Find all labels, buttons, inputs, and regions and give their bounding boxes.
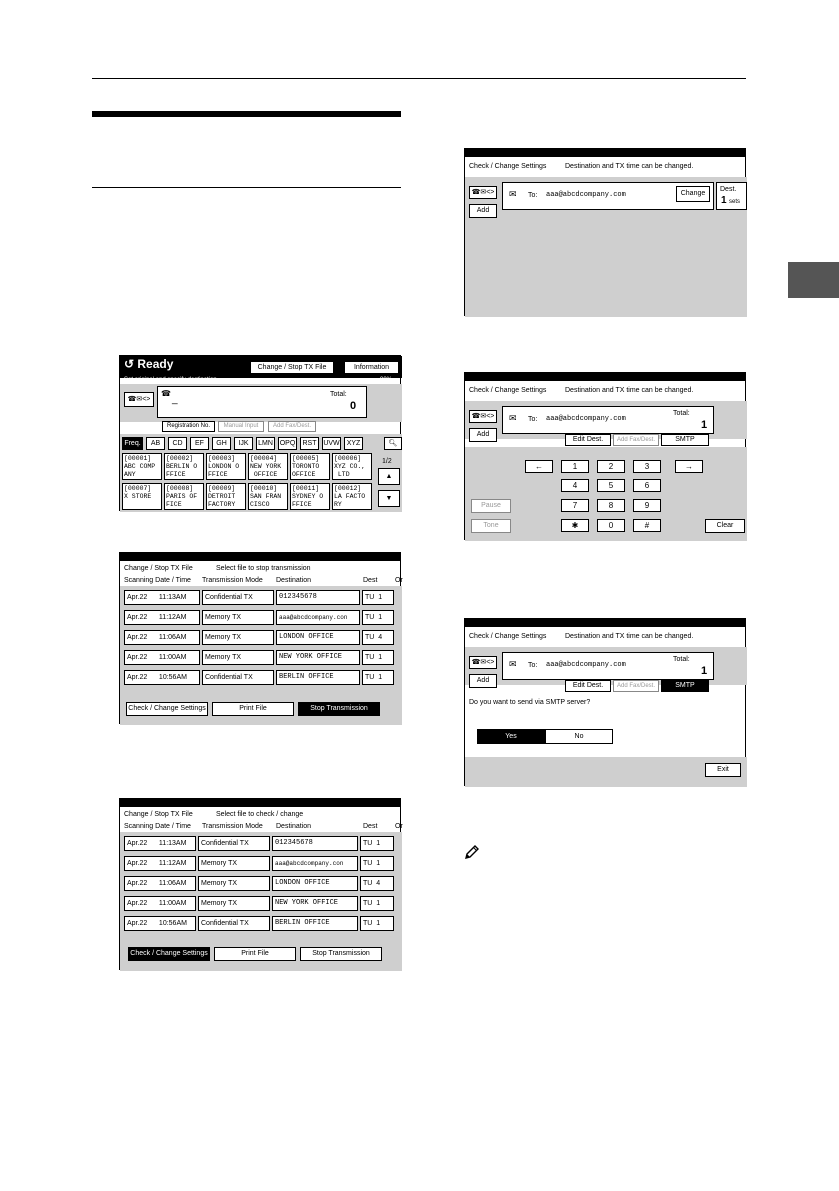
destination-cell: NEW YORK OFFICE [272,896,358,911]
section-title-underline [92,187,401,188]
quick-key[interactable]: [00008] PARIS OF FICE [164,483,204,510]
add-fax-button[interactable]: Add Fax/Dest. [268,421,316,432]
to-label: To: [528,662,538,669]
total-label: Total: [673,410,690,417]
search-button[interactable] [384,437,402,450]
quick-key[interactable]: [00005] TORONTO OFFICE [290,453,330,480]
dest-cell: TU 4 [360,876,394,891]
destination-type-button[interactable]: ☎✉<> [469,186,497,199]
page-indicator: 1/2 [382,458,392,465]
email-icon: ✉ [509,189,517,199]
edit-destination-screen [464,372,746,540]
screen-title: Check / Change Settings [469,387,547,394]
stop-transmission-button[interactable]: Stop Transmission [300,947,382,961]
edit-dest-button[interactable]: Edit Dest. [565,680,611,692]
to-label: To: [528,192,538,199]
date-cell: Apr.22 11:13AM [124,836,196,851]
keypad-5[interactable]: 5 [597,479,625,492]
number-cursor: _ [172,394,178,405]
destination-email: aaa@abcdcompany.com [546,415,626,423]
information-button[interactable]: Information [344,361,399,374]
destination-email: aaa@abcdcompany.com [546,661,626,669]
quick-key[interactable]: [00007] X STORE [122,483,162,510]
screen-title: Change / Stop TX File [124,565,193,572]
change-stop-tx-file-button[interactable]: Change / Stop TX File [250,361,334,374]
mode-cell: Memory TX [198,876,270,891]
screen-instruction: Destination and TX time can be changed. [565,633,694,640]
tone-button[interactable]: Tone [471,519,511,533]
dest-count-field [716,182,747,210]
total-field [669,652,714,680]
date-cell: Apr.22 10:56AM [124,916,196,931]
quick-key[interactable]: [00011] SYDNEY O FFICE [290,483,330,510]
check-change-settings-button[interactable]: Check / Change Settings [128,947,210,961]
quick-key[interactable]: [00001] ABC COMP ANY [122,453,162,480]
tab-ab[interactable]: AB [146,437,165,450]
tab-uvw[interactable]: UVW [322,437,341,450]
column-header: Dest [363,823,378,830]
keypad-2[interactable]: 2 [597,460,625,473]
screen-instruction: Destination and TX time can be changed. [565,387,694,394]
chapter-tab [788,262,839,298]
column-header: Scanning Date / Time [124,577,191,584]
triangle-down-icon: ▼ [385,495,393,502]
check-change-settings-screen [464,148,746,316]
keypad-9[interactable]: 9 [633,499,661,512]
table-row[interactable] [124,856,396,871]
tab-opq[interactable]: OPQ [278,437,297,450]
tab-freq[interactable]: Freq. [122,437,143,450]
mode-cell: Memory TX [198,856,270,871]
quick-key[interactable]: [00012] LA FACTO RY [332,483,372,510]
ready-status: ↺ Ready [124,357,174,371]
table-row[interactable] [124,896,396,911]
screen-header [120,553,400,561]
table-row[interactable] [124,836,396,851]
add-button[interactable]: Add [469,204,497,218]
smtp-button[interactable]: SMTP [661,434,709,446]
date-cell: Apr.22 11:06AM [124,630,200,645]
screen-title: Check / Change Settings [469,163,547,170]
yes-button[interactable]: Yes [477,729,545,744]
keypad-4[interactable]: 4 [561,479,589,492]
date-cell: Apr.22 11:12AM [124,856,196,871]
manual-input-button[interactable]: Manual Input [218,421,264,432]
keypad-3[interactable]: 3 [633,460,661,473]
column-header: Or [395,577,403,584]
quick-key[interactable]: [00004] NEW YORK OFFICE [248,453,288,480]
table-row[interactable] [124,876,396,891]
mode-cell: Memory TX [202,630,274,645]
quick-key[interactable]: [00002] BERLIN O FFICE [164,453,204,480]
destination-cell: BERLIN OFFICE [276,670,360,685]
mode-cell: Confidential TX [198,836,270,851]
column-header: Transmission Mode [202,577,263,584]
search-icon: 🔍︎ [388,440,398,447]
destination-cell: BERLIN OFFICE [272,916,358,931]
table-row[interactable] [124,630,396,645]
column-header: Dest [363,577,378,584]
tab-rst[interactable]: RST [300,437,319,450]
date-cell: Apr.22 11:12AM [124,610,200,625]
destination-email: aaa@abcdcompany.com [546,191,626,199]
mode-cell: Memory TX [202,610,274,625]
dest-suffix: sets [729,199,741,205]
destination-cell: NEW YORK OFFICE [276,650,360,665]
screen-instruction: Select file to check / change [216,811,304,818]
screen-title: Change / Stop TX File [124,811,193,818]
refresh-icon: ↺ [124,357,138,371]
email-icon: ✉ [509,659,517,669]
screen-header [465,619,745,627]
to-label: To: [528,416,538,423]
check-change-settings-button[interactable]: Check / Change Settings [126,702,208,716]
table-row[interactable] [124,670,396,685]
dest-cell: TU 4 [362,630,394,645]
registration-no-button[interactable]: Registration No. [162,421,215,432]
clear-button[interactable]: Clear [705,519,745,533]
cursor-right-button[interactable]: → [675,460,703,473]
dest-cell: TU 1 [360,916,394,931]
date-cell: Apr.22 11:06AM [124,876,196,891]
dest-cell: TU 1 [360,856,394,871]
date-cell: Apr.22 10:56AM [124,670,200,685]
total-value: 0 [350,400,357,412]
destination-cell: LONDON OFFICE [276,630,360,645]
quick-key[interactable]: [00010] SAN FRAN CISCO [248,483,288,510]
dest-label: Dest. [720,186,737,193]
total-label: Total: [673,656,690,663]
cursor-left-button[interactable]: ← [525,460,553,473]
tab-lmn[interactable]: LMN [256,437,275,450]
edit-dest-button[interactable]: Edit Dest. [565,434,611,446]
destination-cell: 012345678 [276,590,360,605]
keypad-8[interactable]: 8 [597,499,625,512]
column-header: Transmission Mode [202,823,263,830]
tab-xyz[interactable]: XYZ [344,437,363,450]
column-header: Or [395,823,403,830]
screen-header [120,799,400,807]
note-pencil-icon [463,843,481,861]
column-header: Scanning Date / Time [124,823,191,830]
quick-key[interactable]: [00006] XYZ CO., LTD [332,453,372,480]
dest-cell: TU 1 [360,896,394,911]
screen-instruction: Destination and TX time can be changed. [565,163,694,170]
keypad-star[interactable]: ✱ [561,519,589,532]
no-button[interactable]: No [545,729,613,744]
destination-type-button[interactable]: ☎✉<> [469,656,497,669]
change-button[interactable]: Change [676,186,710,202]
keypad-0[interactable]: 0 [597,519,625,532]
add-button[interactable]: Add [469,674,497,688]
stop-transmission-button[interactable]: Stop Transmission [298,702,380,716]
destination-cell: aaa@abcdcompany.con [276,610,360,625]
column-header: Destination [276,577,312,584]
memory-indicator: 99% [380,377,393,383]
mode-cell: Confidential TX [202,670,274,685]
print-file-button[interactable]: Print File [214,947,296,961]
quick-key[interactable]: [00003] LONDON O FFICE [206,453,246,480]
dest-cell: TU 1 [362,650,394,665]
ready-screen [119,355,401,511]
dest-cell: TU 1 [362,670,394,685]
mode-cell: Confidential TX [198,916,270,931]
index-tab-row [122,437,382,450]
destination-cell: LONDON OFFICE [272,876,358,891]
tab-ijk[interactable]: IJK [234,437,253,450]
print-file-button[interactable]: Print File [212,702,294,716]
page-header-rule [92,78,746,79]
table-row[interactable] [124,916,396,931]
column-header: Destination [276,823,312,830]
section-title-bar [92,111,401,117]
add-fax-button[interactable]: Add Fax/Dest. [613,434,659,446]
tab-gh[interactable]: GH [212,437,231,450]
instruction-text: Set original and specify destination [124,377,217,383]
tab-cd[interactable]: CD [168,437,187,450]
destination-cell: aaa@abcdcompany.con [272,856,358,871]
add-fax-button[interactable]: Add Fax/Dest. [613,680,659,692]
destination-type-button[interactable]: ☎✉<> [124,392,154,407]
scroll-down-button[interactable] [378,490,400,507]
stop-tx-file-screen [119,552,401,724]
number-entry-field[interactable] [157,386,367,418]
add-button[interactable]: Add [469,428,497,442]
dest-cell: TU 1 [362,610,394,625]
screen-instruction: Select file to stop transmission [216,565,311,572]
date-cell: Apr.22 11:00AM [124,650,200,665]
screen-title: Check / Change Settings [469,633,547,640]
smtp-question: Do you want to send via SMTP server? [469,699,591,706]
pause-button[interactable]: Pause [471,499,511,513]
screen-header [465,149,745,157]
total-field [669,406,714,434]
check-change-tx-file-screen [119,798,401,970]
tab-ef[interactable]: EF [190,437,209,450]
mode-cell: Memory TX [198,896,270,911]
quick-key[interactable]: [00009] DETROIT FACTORY [206,483,246,510]
scroll-up-button[interactable] [378,468,400,485]
table-row[interactable] [124,590,396,605]
date-cell: Apr.22 11:13AM [124,590,200,605]
destination-type-button[interactable]: ☎✉<> [469,410,497,423]
keypad-7[interactable]: 7 [561,499,589,512]
phone-icon: ☎ [161,389,171,398]
table-row[interactable] [124,650,396,665]
total-value: 1 [701,665,708,677]
smtp-button[interactable]: SMTP [661,680,709,692]
dest-cell: TU 1 [362,590,394,605]
keypad-1[interactable]: 1 [561,460,589,473]
exit-button[interactable]: Exit [705,763,741,777]
keypad-hash[interactable]: # [633,519,661,532]
email-icon: ✉ [509,413,517,423]
mode-cell: Confidential TX [202,590,274,605]
screen-header [465,373,745,381]
keypad-6[interactable]: 6 [633,479,661,492]
mode-cell: Memory TX [202,650,274,665]
dest-cell: TU 1 [360,836,394,851]
total-value: 1 [701,419,708,431]
date-cell: Apr.22 11:00AM [124,896,196,911]
dest-value: 1 [721,195,727,206]
smtp-confirm-screen [464,618,746,786]
table-row[interactable] [124,610,396,625]
destination-cell: 012345678 [272,836,358,851]
triangle-up-icon: ▲ [385,473,393,480]
total-label: Total: [330,391,347,398]
